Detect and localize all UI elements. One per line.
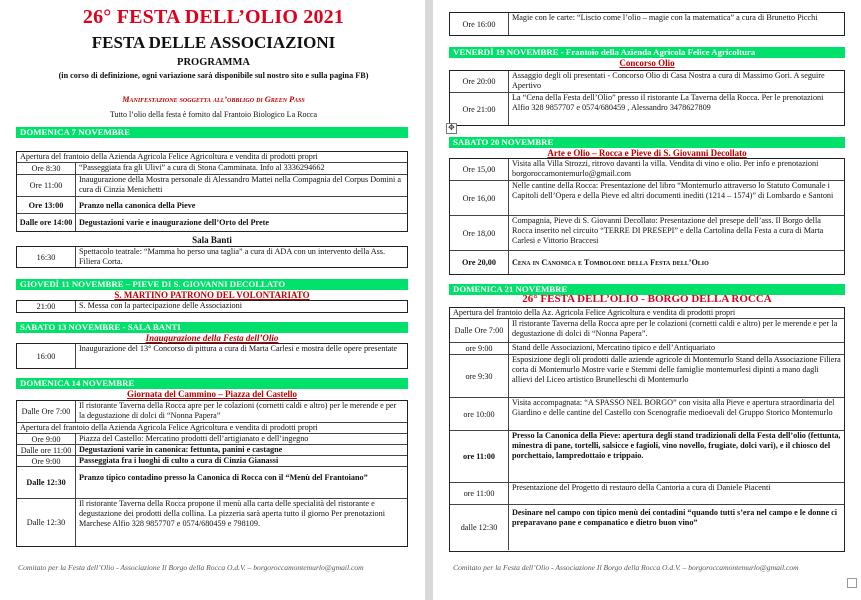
table-row: Ore 13:00 Pranzo nella canonica della Pieve xyxy=(17,197,407,214)
table-row: ore 10:00 Visita accompagnata: “A SPASSO NEL BORGO” con visita alla Pieve e apertura straordinaria del Giardino e delle cantine del Castello con Scenografie medioevali del Gruppo Storico Montemurlo xyxy=(450,398,844,431)
table-row: Ore 20:00 Assaggio degli oli presentati - Concorso Olio di Casa Nostra a cura di Massimo Gori. A seguire Apertivo xyxy=(450,71,844,93)
table-row: 16:00 Inaugurazione del 13° Concorso di pittura a cura di Marta Carlesi e mostra delle opere presentate xyxy=(17,344,407,368)
schedule-table-dom21 xyxy=(449,307,845,552)
event-title: 26° FESTA DELL’OLIO 2021 xyxy=(82,6,345,28)
day-bar-sab20: SABATO 20 NOVEMBRE xyxy=(449,137,845,148)
page-footer: Comitato per la Festa dell’Olio - Associazione Il Borgo della Rocca O.d.V. – borgoroccamontemurlo@gmail.com xyxy=(453,563,799,572)
schedule-table-dom7 xyxy=(16,151,408,232)
table-row: Ore 8:30 “Passeggiata fra gli Ulivi” a cura di Stona Camminata. Info al 3336294662 xyxy=(17,163,407,175)
table-row: Ore 18,00 Compagnia, Pieve di S. Giovanni Decollato: Presentazione del presepe dell’ass. Il Borgo della Rocca inserito nel circuito “TERRE DI PRESEPI” e della Cartolina della Festa a cura di Marta Carlesi e Vittorio Braccesi xyxy=(450,216,844,251)
sala-banti-heading: Sala Banti xyxy=(192,235,232,245)
section-heading-dom14: Giornata del Cammino – Piazza del Castello xyxy=(127,389,297,399)
day-bar-dom21: DOMENICA 21 NOVEMBRE xyxy=(449,284,845,295)
table-row: Dalle 12:30 Il ristorante Taverna della Rocca propone il menù alla carta delle specialità del ristorante e degustazione dei prodotti della collina. La pizzeria sarà aperta tutto il giorno Per prenotazioni Marchese Alfio 328 9857707 e 0574/680459 e 798109. xyxy=(17,499,407,546)
right-page xyxy=(433,0,861,600)
table-row: dalle 12:30 Desinare nel campo con tipico menù dei contadini “quando tutti s’era nel campo e le donne ci preparavano pane e companatico e dietro buon vino” xyxy=(450,505,844,550)
move-handle-icon[interactable]: ✥ xyxy=(446,123,457,134)
left-page xyxy=(0,0,425,600)
section-heading-gio11: S. MARTINO PATRONO DEL VOLONTARIATO xyxy=(114,290,310,300)
page-resize-corner xyxy=(847,578,857,588)
table-row: Dalle 12:30 Pranzo tipico contadino presso la Canonica di Rocca con il “Menù del Frantoiano” xyxy=(17,467,407,499)
program-note: (in corso di definizione, ogni variazione sarà disponibile sul nostro sito e sulla pagina FB) xyxy=(58,71,369,80)
table-row: Apertura del frantoio della Azienda Agricola Felice Agricoltura e vendita di prodotti propri xyxy=(17,152,407,163)
day-bar-sab13: SABATO 13 NOVEMBRE - SALA BANTI xyxy=(16,322,408,333)
section-heading-sab20: Arte e Olio – Rocca e Pieve di S. Giovanni Decollato xyxy=(547,148,747,158)
table-row: Ore 20,00 Cena in Canonica e Tombolone della Festa dell’Olio xyxy=(450,251,844,274)
table-row: 16:30 Spettacolo teatrale: “Mamma ho perso una taglia” a cura di ADA con un intervento della Ass. Filiera Corta. xyxy=(17,247,407,267)
table-row: Ore 11:00 Inaugurazione della Mostra personale di Alessandro Mattei nella Compagnia del Corpus Domini a cura di Cinzia Menichetti xyxy=(17,175,407,197)
table-row: ore 9:00 Stand delle Associazioni, Mercatino tipico e dell’Antiquariato xyxy=(450,343,844,355)
table-row: ore 11:00 Presso la Canonica della Pieve: apertura degli stand tradizionali della Festa dell’olio (fettunta, minestra di pane, tortelli, salsicce e fagioli, vino novello, frugiate, dolci vari), e il chiosco del porchettaio, lampredottaio e trippaio. xyxy=(450,431,844,483)
schedule-table-ven19 xyxy=(449,70,845,126)
day-bar-dom7: DOMENICA 7 NOVEMBRE xyxy=(16,127,408,138)
table-row: Ore 15,00 Visita alla Villa Strozzi, ritrovo davanti la villa. Vendita di vino e olio. Per info e prenotazioni borgoroccamontemurlo@gmail.com xyxy=(450,159,844,181)
table-row: Ore 21:00 La “Cena della Festa dell’Olio” presso il ristorante La Taverna della Rocca. Per le prenotazioni Alfio 328 9857707 e 0574/680459 , Alessandro 3478627809 xyxy=(450,93,844,125)
schedule-table-sab20 xyxy=(449,158,845,275)
section-heading-dom21: 26° FESTA DELL’OLIO - BORGO DELLA ROCCA xyxy=(522,293,772,305)
schedule-table-top xyxy=(449,12,845,36)
table-row: 21:00 S. Messa con la partecipazione delle Associazioni xyxy=(17,301,407,312)
day-bar-dom14: DOMENICA 14 NOVEMBRE xyxy=(16,378,408,389)
event-subtitle: FESTA DELLE ASSOCIAZIONI xyxy=(91,33,336,52)
table-row: Ore 9:00 Passeggiata fra i luoghi di culto a cura di Cinzia Gianassi xyxy=(17,456,407,467)
table-row: Apertura del frantoio della Azienda Agricola Felice Agricoltura e vendita di prodotti propri xyxy=(17,423,407,434)
green-pass-notice: Manifestazione soggetta all’obbligo di Green Pass xyxy=(122,95,305,104)
schedule-table-sab13 xyxy=(16,343,408,369)
section-heading-ven19: Concorso Olio xyxy=(619,58,675,68)
oil-supplier-note: Tutto l’olio della festa è fornito dal Frantoio Biologico La Rocca xyxy=(109,110,318,119)
day-bar-ven19: VENERDÌ 19 NOVEMBRE - Frantoio della Azienda Agricola Felice Agricoltura xyxy=(449,47,845,58)
program-heading: PROGRAMMA xyxy=(177,57,250,68)
table-row: ore 9:30 Esposizione degli oli prodotti dalle aziende agricole di Montemurlo Stand della Associazione Filiera corta di Montemurlo Mostre varie e Stemmi delle famiglie montemurlesi dipinti a mano dagli allievi del Liceo artistico Brunelleschi di Montemurlo xyxy=(450,355,844,398)
table-row: Dalle Ore 7:00 Il ristorante Taverna della Rocca apre per le colazioni (cornetti caldi e altro) per le merende e per la degustazione di dolci di “Nonna Papera”. xyxy=(450,319,844,343)
section-heading-sab13: Inaugurazione della Festa dell’Olio xyxy=(145,333,279,343)
day-bar-gio11: GIOVEDÌ 11 NOVEMBRE – PIEVE DI S. GIOVANNI DECOLLATO xyxy=(16,279,408,290)
schedule-table-dom14 xyxy=(16,400,408,547)
page-footer: Comitato per la Festa dell’Olio - Associazione Il Borgo della Rocca O.d.V. – borgoroccamontemurlo@gmail.com xyxy=(18,563,364,572)
page-gutter xyxy=(425,0,433,600)
table-row: Ore 16:00 Magie con le carte: “Liscio come l’olio – magie con la matematica” a cura di Brunetto Picchi xyxy=(450,13,844,35)
schedule-table-sala xyxy=(16,246,408,268)
table-row: Apertura del frantoio della Az. Agricola Felice Agricoltura e vendita di prodotti propri xyxy=(450,308,844,319)
table-row: ore 11:00 Presentazione del Progetto di restauro della Cantoria a cura di Daniele Piacenti xyxy=(450,483,844,505)
table-row: Ore 9:00 Piazza del Castello: Mercatino prodotti dell’artigianato e dell’ingegno xyxy=(17,434,407,445)
table-row: Dalle ore 11:00 Degustazioni varie in canonica: fettunta, panini e castagne xyxy=(17,445,407,456)
table-row: Dalle Ore 7:00 Il ristorante Taverna della Rocca apre per le colazioni (cornetti caldi e altro) per le merende e per la degustazione di dolci di “Nonna Papera” xyxy=(17,401,407,423)
table-row: Dalle ore 14:00 Degustazioni varie e inaugurazione dell’Orto del Prete xyxy=(17,214,407,231)
schedule-table-gio11 xyxy=(16,300,408,313)
table-row: Ore 16,00 Nelle cantine della Rocca: Presentazione del libro “Montemurlo attraverso lo Statuto Comunale i Capitoli dell’Opera e della Pieve ed altri documenti inediti (1214 – 1574)” di Lombardo e Santoni xyxy=(450,181,844,216)
